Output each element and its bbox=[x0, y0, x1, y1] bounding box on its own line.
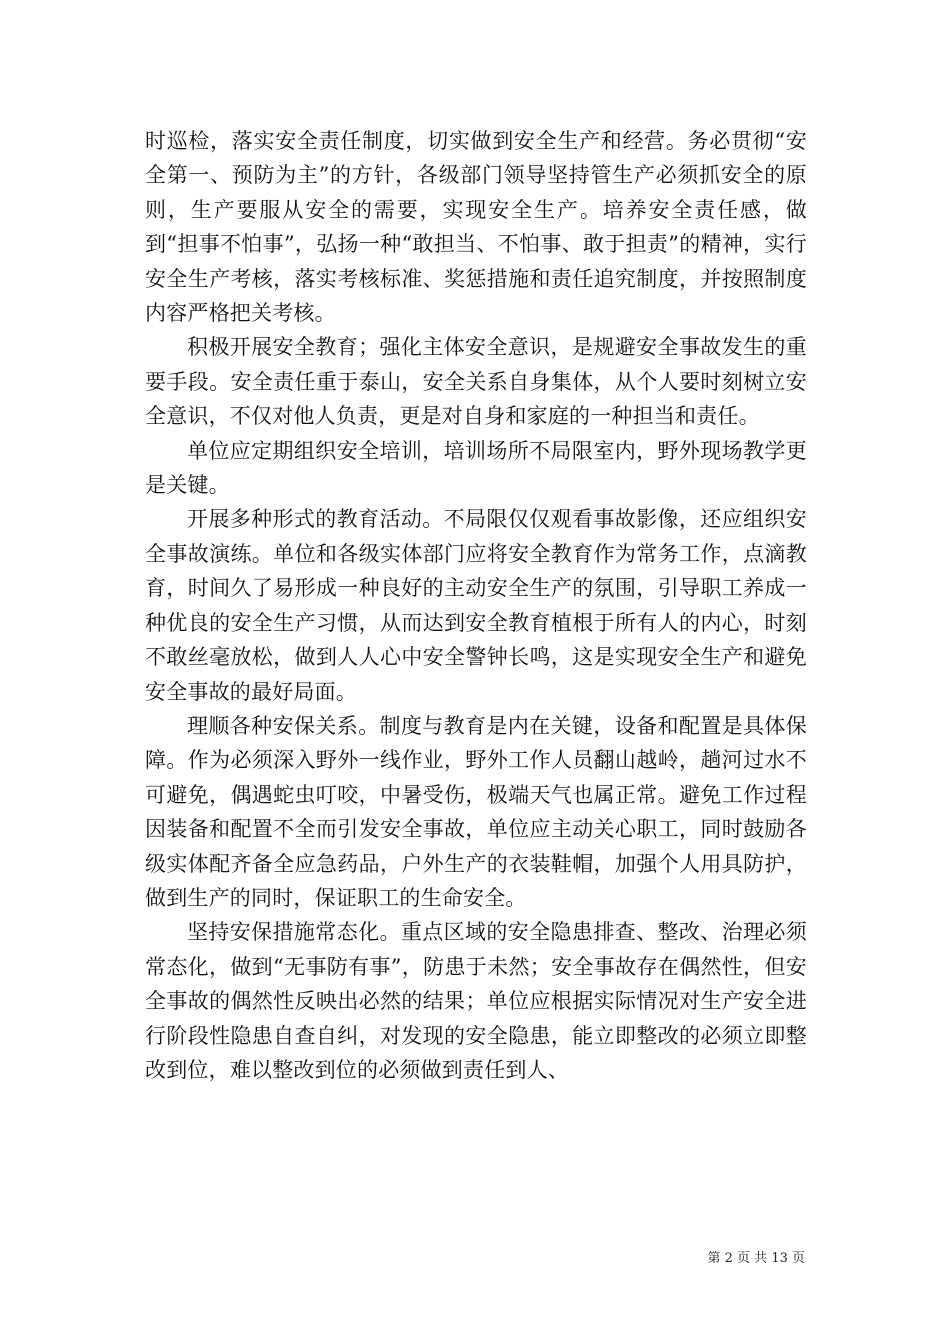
paragraph-continuation: 时巡检，落实安全责任制度，切实做到安全生产和经营。务必贯彻“安全第一、预防为主”的方针，各级部门领导坚持管生产必须抓安全的原则，生产要服从安全的需要，实现安全生产。培养安全责任感，做到“担事不怕事”，弘扬一种“敢担当、不怕事、敢于担责”的精神，实行安全生产考核，落实考核标准、奖惩措施和责任追究制度，并按照制度内容严格把关考核。 bbox=[145, 129, 807, 326]
paragraph-safety-training: 单位应定期组织安全培训，培训场所不局限室内，野外现场教学更是关键。 bbox=[145, 438, 807, 498]
paragraph-education-activities: 开展多种形式的教育活动。不局限仅仅观看事故影像，还应组织安全事故演练。单位和各级实体部门应将安全教育作为常务工作，点滴教育，时间久了易形成一种良好的主动安全生产的氛围，引导职工养成一种优良的安全生产习惯，从而达到安全教育植根于所有人的内心，时刻不敢丝毫放松，做到人人心中安全警钟长鸣，这是实现安全生产和避免安全事故的最好局面。 bbox=[145, 507, 807, 704]
paragraph-safety-education: 积极开展安全教育；强化主体安全意识，是规避安全事故发生的重要手段。安全责任重于泰山，安全关系自身集体，从个人要时刻树立安全意识，不仅对他人负责，更是对自身和家庭的一种担当和责任。 bbox=[145, 335, 807, 429]
page-footer: 第 2 页 共 13 页 bbox=[707, 1251, 805, 1266]
document-body bbox=[145, 124, 807, 1087]
paragraph-security-relations: 理顺各种安保关系。制度与教育是内在关键，设备和配置是具体保障。作为必须深入野外一线作业，野外工作人员翻山越岭，趟河过水不可避免，偶遇蛇虫叮咬，中暑受伤，极端天气也属正常。避免工作过程因装备和配置不全而引发安全事故，单位应主动关心职工，同时鼓励各级实体配齐备全应急药品，户外生产的衣装鞋帽，加强个人用具防护，做到生产的同时，保证职工的生命安全。 bbox=[145, 713, 807, 910]
paragraph-security-measures: 坚持安保措施常态化。重点区域的安全隐患排查、整改、治理必须常态化，做到“无事防有事”，防患于未然；安全事故存在偶然性，但安全事故的偶然性反映出必然的结果；单位应根据实际情况对生产安全进行阶段性隐患自查自纠，对发现的安全隐患，能立即整改的必须立即整改到位，难以整改到位的必须做到责任到人、 bbox=[145, 920, 807, 1082]
